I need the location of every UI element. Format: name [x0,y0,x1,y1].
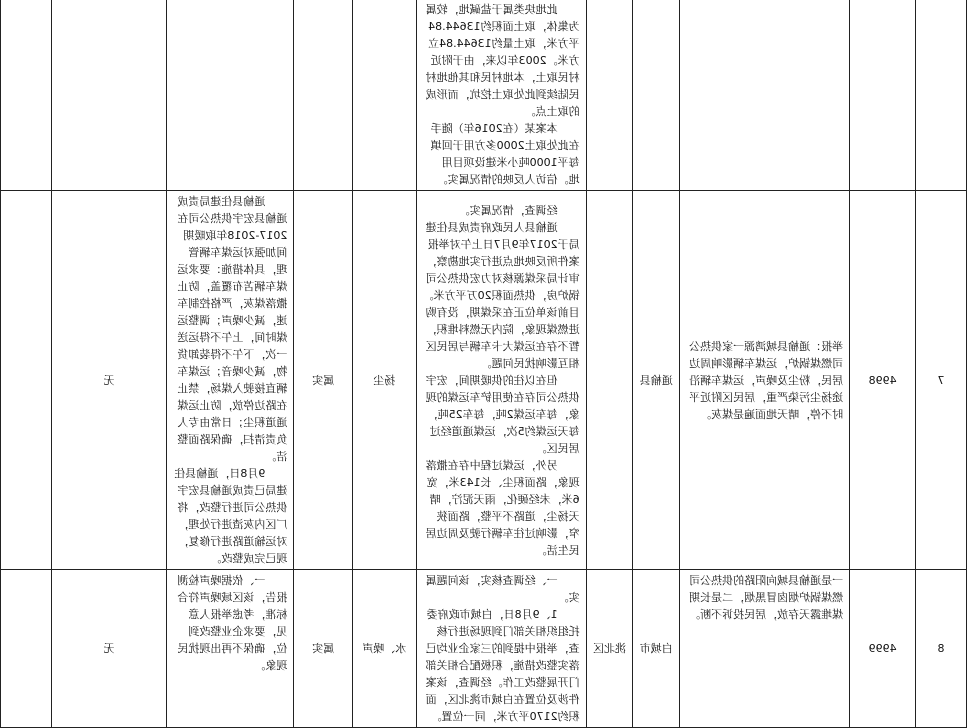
findings-paragraph: 但在以往的供暖期间，宏宇供热公司存在使用铲车运煤的现象，每车运煤2吨，每车25吨，每天运煤约5次，运煤通道经过居民区。 [425,373,580,455]
findings [416,0,586,191]
findings-paragraph: 另外，运煤过程中存在撒落现象，路面积尘、长143米，宽6米，未经硬化，雨天泥泞，晴天扬尘，道路不平整，路面狭窄，影响过往车辆行驶及周边居民生活。 [425,458,580,557]
measures-paragraph: 一、依据噪声检测报告，该区域噪声符合标准，考虑举报人意见，要求企业整改到位，确保不再出现扰民现象。 [177,574,288,672]
result: 属实 [294,570,352,728]
measures [166,191,294,570]
blank [1,0,52,191]
row-number [916,0,967,191]
table-row [1,570,967,728]
region [633,0,680,191]
blank [1,191,52,570]
table-row [1,191,967,570]
case-id [850,0,916,191]
category [352,0,416,191]
category: 水、噪声 [352,570,416,728]
findings-paragraph: 经调查，情况属实。 [458,203,558,217]
complaint-content [680,0,850,191]
row-number: 8 [916,570,967,728]
complaint-content: 一是通榆县城向阳路的供热公司燃煤锅炉烟囱冒黑烟，二是长期煤堆露天存放，居民投诉不断。 [680,570,850,728]
table-row [1,0,967,191]
area: 洮北区 [586,570,633,728]
region: 通榆县 [633,191,680,570]
result: 属实 [294,191,352,570]
measures [166,0,294,191]
accountability [52,0,167,191]
area [586,0,633,191]
findings-paragraph: 1、9月8日，白城市政府委托组织相关部门到现场进行核查，举报中提到的三家企业均已落实整改措施，积极配合相关部门开展整改工作。经调查，该案件涉及位置在白城市洮北区，面积约2170平方米，同一位置。 [425,608,580,723]
findings [416,570,586,728]
accountability: 无 [52,191,167,570]
result [294,0,352,191]
measures-paragraph: 9月8日，通榆县住建局已责成通榆县宏宇供热公司进行整改，将厂区内灰渣进行处理，对运输道路进行修复，现已完成整改。 [174,467,288,565]
findings-paragraph: 一、经调查核实，该问题属实。 [425,574,580,604]
findings [416,191,586,570]
complaint-content: 举报：通榆县城鸿源一家供热公司燃煤锅炉，运煤车辆影响周边居民，粉尘及噪声，运煤车辆沿途扬尘污染严重，居民区附近平时不停，晴天地面遍是煤灰。 [680,191,850,570]
category: 扬尘 [352,191,416,570]
measures-paragraph: 通榆县住建局责成通榆县宏宇供热公司在2017-2018年取暖期间加强对运煤车辆管理，具体措施：要求运煤车辆苫布覆盖，防止撒落煤灰，严格控制车速，减少噪声；调整运煤时间，上午不得运送一次，下午不得装卸货物，减少噪音；运煤车辆直接驶入煤场，禁止在路边停放，防止运煤通道积尘；日常由专人负责清扫，确保路面整洁。 [177,195,288,463]
region: 白城市 [633,570,680,728]
case-id: 4998 [850,191,916,570]
measures [166,570,294,728]
findings-paragraph: 此地块类属于盐碱地，较属为集体，取土面积约13644.84平方米，取土量约13644.84立方米。2003年以来，由于附近村民取土，本地村民和其他地村民陆续到此处取土挖坑，而形成的取土点。 [425,3,580,118]
findings-paragraph: 本案某（在2016年）随手在此处取土2000多方用于回填每平1000吨小米建设项目用地。信访人反映的情况属实。 [430,122,580,186]
findings-paragraph: 通榆县人民政府责成县住建局于2017年9月7日上午对举报案件所反映地点进行实地勘察，审计局采煤源核对力宏供热公司锅炉房，供热面积20万平方米。目前该单位正在采煤期，没有购进燃煤现象，院内无燃料堆积，暂不存在运煤大卡车辆与居民区相互影响扰民问题。 [422,220,580,370]
accountability: 无 [52,570,167,728]
row-number: 7 [916,191,967,570]
case-id: 4999 [850,570,916,728]
blank [1,570,52,728]
area [586,191,633,570]
